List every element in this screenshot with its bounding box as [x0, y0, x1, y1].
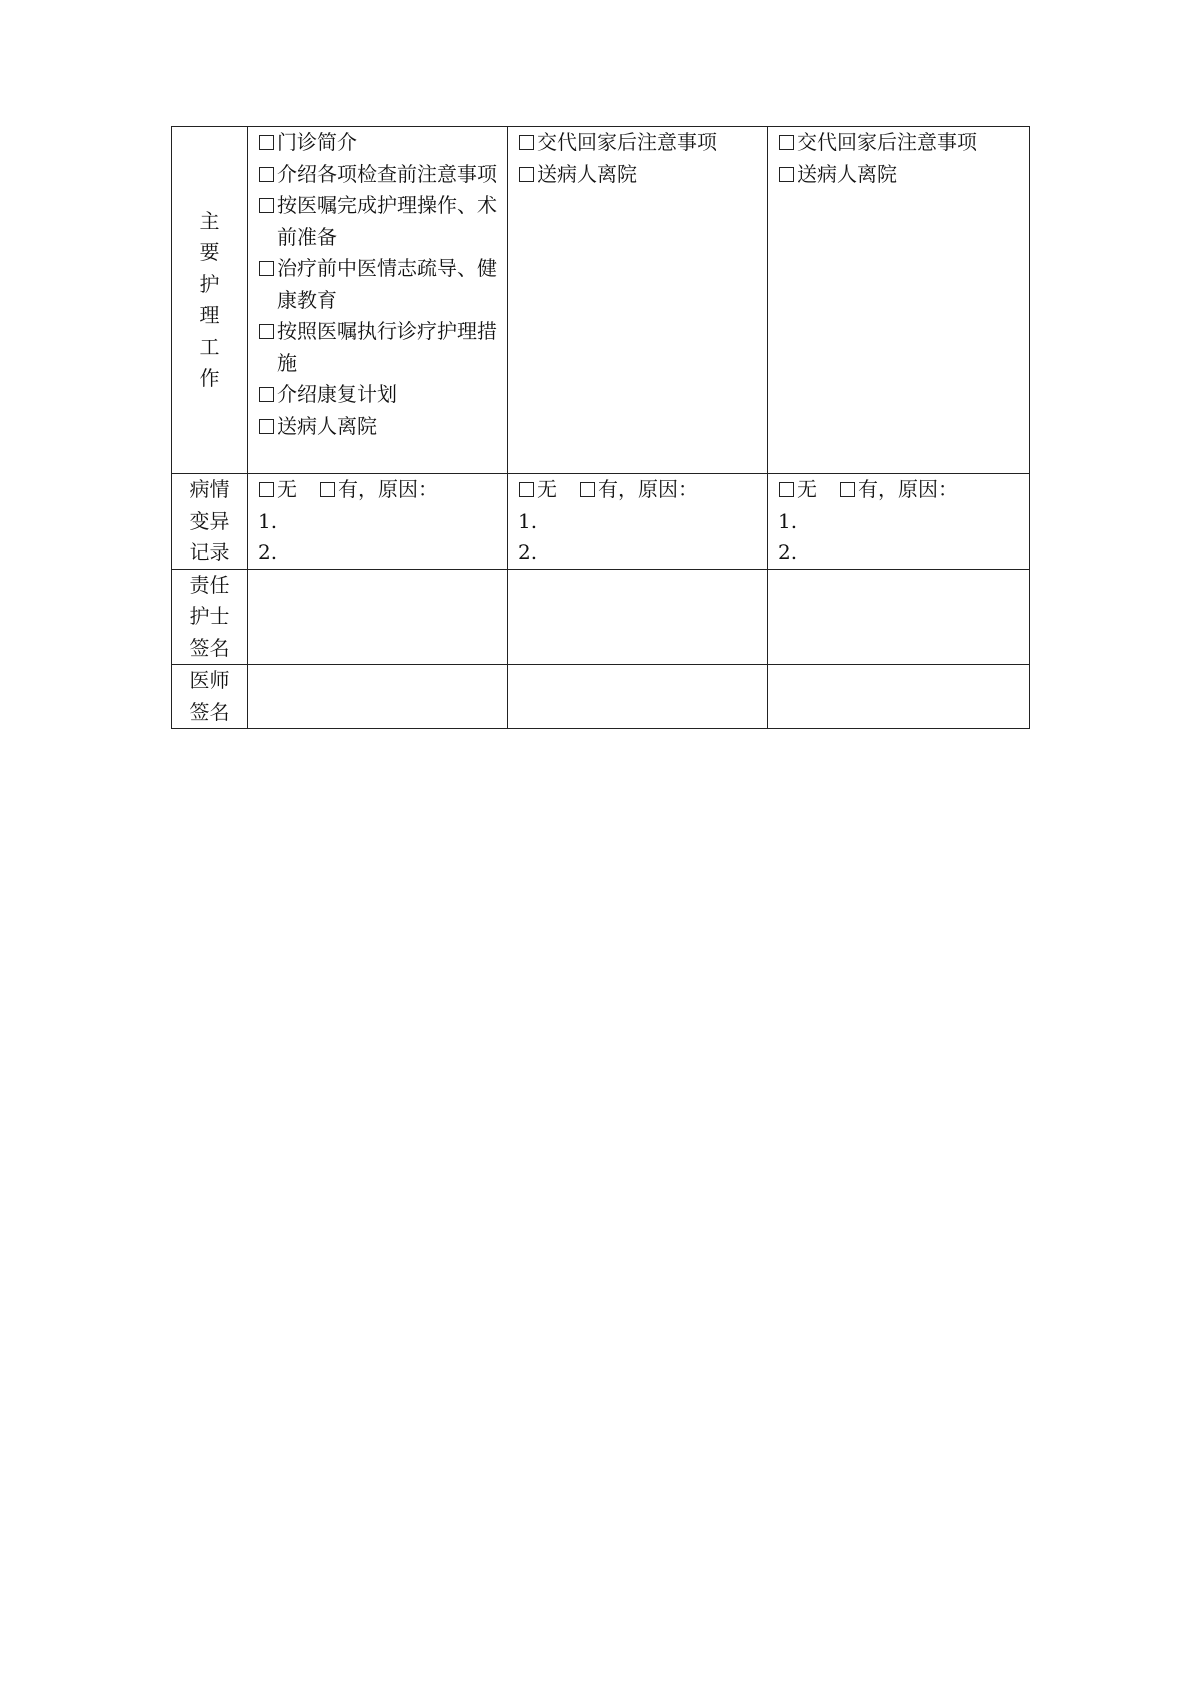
checkbox-icon[interactable] [840, 482, 855, 497]
checklist-item-label: 治疗前中医情志疏导、健康教育 [277, 256, 497, 312]
checklist-item[interactable] [258, 127, 497, 159]
reason-line-1[interactable]: 1. [258, 508, 278, 533]
reason-line-2[interactable]: 2. [778, 540, 798, 564]
checkbox-icon[interactable] [519, 482, 534, 497]
row-header-main-nursing-work [172, 127, 248, 474]
checklist-item-label: 介绍各项检查前注意事项 [277, 161, 497, 186]
checklist-item-label: 交代回家后注意事项 [797, 130, 977, 154]
option-no-label: 无 [797, 477, 817, 501]
checkbox-icon[interactable] [779, 482, 794, 497]
checklist-item[interactable] [518, 127, 757, 159]
row-doctor-signature [172, 665, 1030, 729]
checklist-item[interactable] [258, 411, 497, 443]
variation-options [518, 474, 757, 506]
option-no-label: 无 [277, 477, 297, 501]
variation-options [778, 474, 1019, 506]
nurse-signature-field-col1[interactable] [248, 569, 508, 665]
checklist-item-label: 送病人离院 [277, 413, 377, 438]
reason-line-2[interactable]: 2. [518, 540, 538, 564]
row-header-doctor-signature [172, 665, 248, 729]
option-no-label: 无 [537, 477, 557, 501]
option-yes-label: 有，原因： [598, 477, 698, 501]
doctor-signature-field-col2[interactable] [508, 665, 768, 729]
reason-line-1[interactable]: 1. [778, 508, 798, 533]
row-header-label: 责任护士签名 [189, 572, 230, 660]
checkbox-icon[interactable] [259, 387, 274, 402]
cell-variation-col3 [768, 474, 1030, 570]
checklist-item-label: 送病人离院 [797, 161, 897, 186]
row-main-nursing-work [172, 127, 1030, 474]
variation-options [258, 474, 497, 506]
cell-variation-col1 [248, 474, 508, 570]
checklist-item[interactable] [258, 159, 497, 191]
checklist-item-label: 按医嘱完成护理操作、术前准备 [277, 193, 497, 249]
option-yes-label: 有，原因： [338, 477, 438, 501]
row-header-condition-variation [172, 474, 248, 570]
checklist-item[interactable] [258, 190, 497, 253]
checklist-item[interactable] [778, 159, 1019, 191]
reason-line-2[interactable]: 2. [258, 540, 278, 564]
cell-variation-col2 [508, 474, 768, 570]
nurse-signature-field-col3[interactable] [768, 569, 1030, 665]
option-yes-label: 有，原因： [858, 477, 958, 501]
checkbox-icon[interactable] [519, 167, 534, 182]
checkbox-icon[interactable] [779, 135, 794, 150]
checklist-item-label: 门诊简介 [277, 130, 357, 154]
checklist-item-label: 交代回家后注意事项 [537, 130, 717, 154]
checklist-item[interactable] [258, 379, 497, 411]
checklist-item-label: 介绍康复计划 [277, 382, 397, 406]
row-nurse-signature [172, 569, 1030, 665]
checkbox-icon[interactable] [259, 419, 274, 434]
cell-main-work-col1 [248, 127, 508, 474]
doctor-signature-field-col3[interactable] [768, 665, 1030, 729]
row-header-label: 主要护理工作 [199, 208, 220, 390]
checkbox-icon[interactable] [779, 167, 794, 182]
row-header-nurse-signature [172, 569, 248, 665]
checkbox-icon[interactable] [320, 482, 335, 497]
checklist-item-label: 送病人离院 [537, 161, 637, 186]
checkbox-icon[interactable] [259, 167, 274, 182]
doctor-signature-field-col1[interactable] [248, 665, 508, 729]
checklist-item-label: 按照医嘱执行诊疗护理措施 [277, 319, 497, 375]
reason-line-1[interactable]: 1. [518, 508, 538, 533]
checklist-item[interactable] [778, 127, 1019, 159]
checkbox-icon[interactable] [259, 261, 274, 276]
checkbox-icon[interactable] [259, 198, 274, 213]
clinical-pathway-table [171, 126, 1030, 729]
checkbox-icon[interactable] [519, 135, 534, 150]
checklist-item[interactable] [258, 316, 497, 379]
row-header-label: 病情变异记录 [189, 477, 230, 564]
cell-main-work-col2 [508, 127, 768, 474]
checkbox-icon[interactable] [259, 482, 274, 497]
row-condition-variation [172, 474, 1030, 570]
checklist-item[interactable] [518, 159, 757, 191]
checkbox-icon[interactable] [580, 482, 595, 497]
row-header-label: 医师签名 [189, 668, 230, 724]
checkbox-icon[interactable] [259, 135, 274, 150]
cell-main-work-col3 [768, 127, 1030, 474]
checklist-item[interactable] [258, 253, 497, 316]
nurse-signature-field-col2[interactable] [508, 569, 768, 665]
checkbox-icon[interactable] [259, 324, 274, 339]
